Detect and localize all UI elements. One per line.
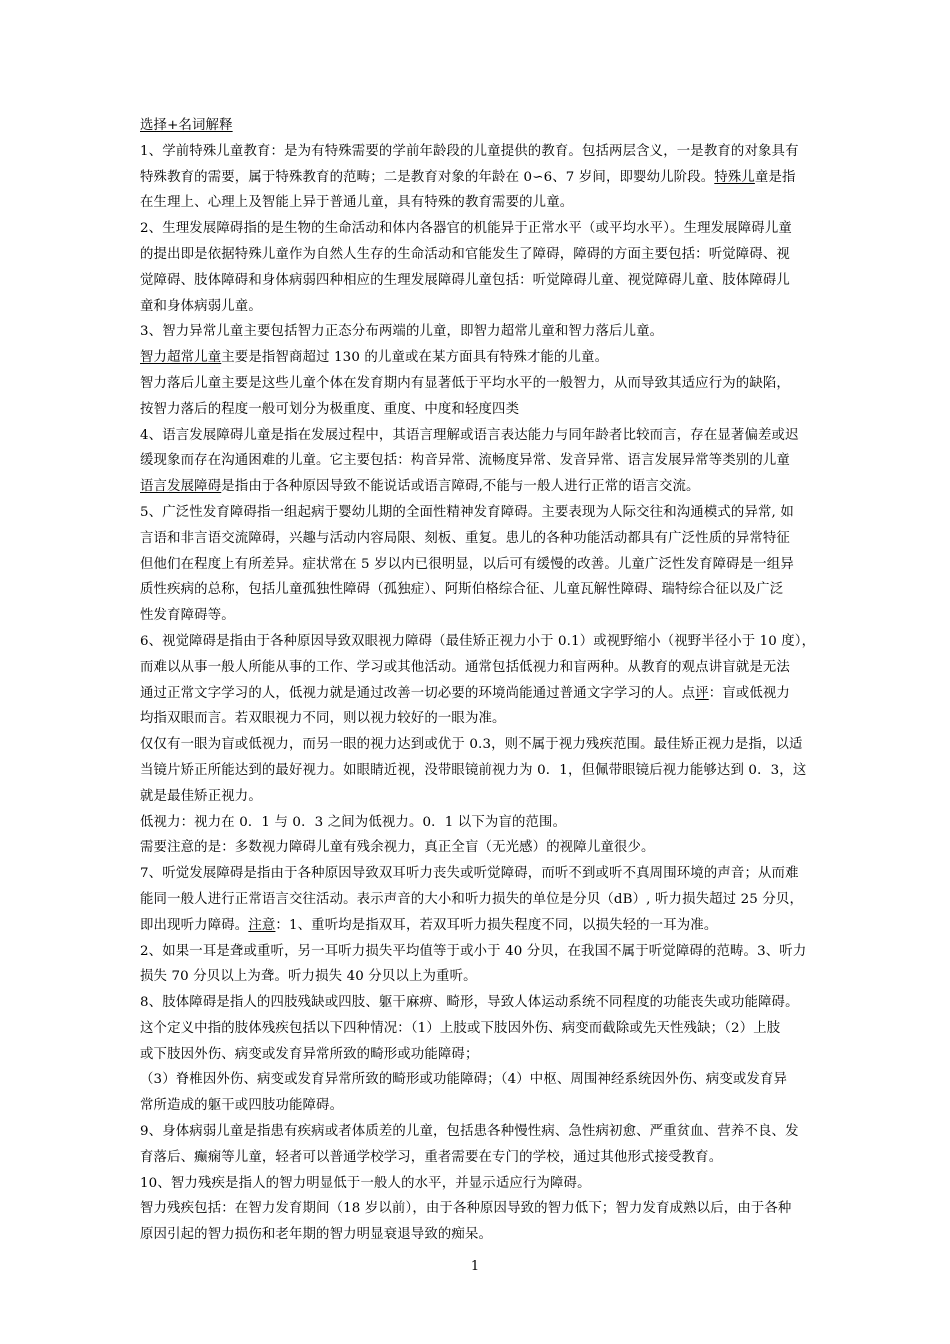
text-line <box>140 345 815 371</box>
text-segment: 通过正常文字学习的人，低视力就是通过改善一切必要的环境尚能通过普通文字学习的人。点 <box>140 685 696 701</box>
text-line <box>140 939 815 965</box>
text-line <box>140 681 815 707</box>
text-segment: 当镜片矫正所能达到的最好视力。如眼睛近视，没带眼镜前视力为 0．1，但佩带眼镜后视力能够达到 0．3，这 <box>140 762 807 778</box>
text-line <box>140 1222 815 1248</box>
text-line <box>140 577 815 603</box>
text-line <box>140 500 815 526</box>
text-line <box>140 319 815 345</box>
text-segment: 5、广泛性发育障碍指一组起病于婴幼儿期的全面性精神发育障碍。主要表现为人际交往和沟通模式的异常, 如 <box>140 504 794 520</box>
text-segment: 3、智力异常儿童主要包括智力正态分布两端的儿童，即智力超常儿童和智力落后儿童。 <box>140 324 664 340</box>
text-line <box>140 990 815 1016</box>
text-segment: 原因引起的智力损伤和老年期的智力明显衰退导致的痴呆。 <box>140 1227 493 1243</box>
text-segment: 4、语言发展障碍儿童是指在发展过程中，其语言理解或语言表达能力与同年龄者比较而言，存在显著偏差或迟 <box>140 427 799 443</box>
text-line <box>140 113 815 139</box>
text-line <box>140 964 815 990</box>
text-line <box>140 165 815 191</box>
text-line <box>140 423 815 449</box>
text-line <box>140 603 815 629</box>
page-number: 1 <box>470 1259 480 1274</box>
text-segment: 低视力：视力在 0．1 与 0．3 之间为低视力。0．1 以下为盲的范围。 <box>140 814 567 830</box>
text-segment: 质性疾病的总称，包括儿童孤独性障碍（孤独症）、阿斯伯格综合征、儿童瓦解性障碍、瑞特综合征以及广泛 <box>140 582 784 598</box>
text-segment: 这个定义中指的肢体残疾包括以下四种情况：（1）上肢或下肢因外伤、病变而截除或先天性残缺；（2）上肢 <box>140 1020 781 1036</box>
underlined-term: 智力超常儿童 <box>140 350 222 366</box>
text-line <box>140 190 815 216</box>
text-segment: 或下肢因外伤、病变或发育异常所致的畸形或功能障碍； <box>140 1046 479 1062</box>
text-line <box>140 887 815 913</box>
text-segment: 在生理上、心理上及智能上异于普通儿童，具有特殊的教育需要的儿童。 <box>140 195 574 211</box>
text-line <box>140 371 815 397</box>
text-segment: 仅仅有一眼为盲或低视力，而另一眼的视力达到或优于 0.3，则不属于视力残疾范围。最佳矫正视力是指，以适 <box>140 737 803 753</box>
text-segment: 2、生理发展障碍指的是生物的生命活动和体内各器官的机能异于正常水平（或平均水平）。生理发展障碍儿童 <box>140 221 792 237</box>
underlined-term: 选择+名词解释 <box>140 118 233 133</box>
text-line <box>140 1093 815 1119</box>
text-line <box>140 1119 815 1145</box>
text-line <box>140 758 815 784</box>
text-segment: 主要是指智商超过 130 的儿童或在某方面具有特殊才能的儿童。 <box>221 350 609 366</box>
text-line <box>140 1067 815 1093</box>
text-segment: 即出现听力障碍。 <box>140 917 249 933</box>
text-segment: 8、肢体障碍是指人的四肢残缺或四肢、躯干麻痹、畸形，导致人体运动系统不同程度的功能丧失或功能障碍。 <box>140 995 799 1011</box>
text-segment: 缓现象而存在沟通困难的儿童。它主要包括：构音异常、流畅度异常、发音异常、语言发展异常等类别的儿童 <box>140 453 790 469</box>
document-body <box>140 113 815 1248</box>
text-segment: 而难以从事一般人所能从事的工作、学习或其他活动。通常包括低视力和盲两种。从教育的观点讲盲就是无法 <box>140 659 790 675</box>
text-segment: 性发育障碍等。 <box>140 608 235 624</box>
text-line <box>140 474 815 500</box>
text-line <box>140 242 815 268</box>
underlined-term: 评 <box>695 685 709 701</box>
text-line <box>140 268 815 294</box>
text-line <box>140 913 815 939</box>
text-segment: 智力落后儿童主要是这些儿童个体在发育期内有显著低于平均水平的一般智力，从而导致其适应行为的缺陷， <box>140 375 790 391</box>
underlined-term: 特殊儿 <box>714 169 755 185</box>
text-line <box>140 139 815 165</box>
text-segment: 损失 70 分贝以上为聋。听力损失 40 分贝以上为重听。 <box>140 969 477 985</box>
text-segment: 但他们在程度上有所差异。症状常在 5 岁以内已很明显，以后可有缓慢的改善。儿童广泛性发育障碍是一组异 <box>140 556 794 572</box>
text-segment: 需要注意的是：多数视力障碍儿童有残余视力，真正全盲（无光感）的视障儿童很少。 <box>140 840 655 856</box>
text-segment: 1、学前特殊儿童教育：是为有特殊需要的学前年龄段的儿童提供的教育。包括两层含义，一是教育的对象具有 <box>140 143 799 159</box>
text-segment: 言语和非言语交流障碍，兴趣与活动内容局限、刻板、重复。患儿的各种功能活动都具有广泛性质的异常特征 <box>140 530 790 546</box>
text-line <box>140 216 815 242</box>
underlined-term: 注意 <box>248 917 276 933</box>
text-segment: 常所造成的躯干或四肢功能障碍。 <box>140 1098 344 1114</box>
text-segment: 就是最佳矫正视力。 <box>140 788 262 804</box>
text-line <box>140 1042 815 1068</box>
underlined-term: 语言发展障碍 <box>140 479 222 495</box>
text-line <box>140 835 815 861</box>
text-line <box>140 294 815 320</box>
text-line <box>140 655 815 681</box>
text-line <box>140 1171 815 1197</box>
text-line <box>140 1016 815 1042</box>
text-segment: ：盲或低视力 <box>708 685 790 701</box>
text-line <box>140 448 815 474</box>
text-segment: 特殊教育的需要，属于特殊教育的范畴；二是教育对象的年龄在 0∽6、7 岁间，即婴幼儿阶段。 <box>140 169 715 185</box>
text-segment: 育落后、癫痫等儿童，轻者可以普通学校学习，重者需要在专门的学校，通过其他形式接受教育。 <box>140 1149 723 1165</box>
text-segment: 觉障碍、肢体障碍和身体病弱四种相应的生理发展障碍儿童包括：听觉障碍儿童、视觉障碍儿童、肢体障碍儿 <box>140 272 790 288</box>
text-line <box>140 552 815 578</box>
text-segment: 按智力落后的程度一般可划分为极重度、重度、中度和轻度四类 <box>140 401 520 417</box>
text-segment: 是指由于各种原因导致不能说话或语言障碍,不能与一般人进行正常的语言交流。 <box>221 479 700 495</box>
text-line <box>140 706 815 732</box>
text-segment: （3）脊椎因外伤、病变或发育异常所致的畸形或功能障碍；（4）中枢、周围神经系统因外伤、病变或发育异 <box>140 1072 788 1088</box>
text-line <box>140 526 815 552</box>
text-line <box>140 1196 815 1222</box>
text-segment: 均指双眼而言。若双眼视力不同，则以视力较好的一眼为准。 <box>140 711 506 727</box>
text-segment: 9、身体病弱儿童是指患有疾病或者体质差的儿童，包括患各种慢性病、急性病初愈、严重贫血、营养不良、发 <box>140 1124 799 1140</box>
text-segment: 10、智力残疾是指人的智力明显低于一般人的水平，并显示适应行为障碍。 <box>140 1175 591 1191</box>
text-line <box>140 1145 815 1171</box>
text-segment: 能同一般人进行正常语言交往活动。表示声音的大小和听力损失的单位是分贝（dB）, 听力损失超过 25 分贝， <box>140 891 804 907</box>
text-line <box>140 732 815 758</box>
text-segment: 智力残疾包括：在智力发育期间（18 岁以前），由于各种原因导致的智力低下；智力发育成熟以后，由于各种 <box>140 1201 792 1217</box>
text-segment: 6、视觉障碍是指由于各种原因导致双眼视力障碍（最佳矫正视力小于 0.1）或视野缩小（视野半径小于 10 度）， <box>140 633 816 649</box>
text-line <box>140 784 815 810</box>
text-line <box>140 810 815 836</box>
text-line <box>140 861 815 887</box>
text-segment: 2、如果一耳是聋或重听，另一耳听力损失平均值等于或小于 40 分贝，在我国不属于听觉障碍的范畴。3、听力 <box>140 943 807 959</box>
text-line <box>140 629 816 655</box>
text-segment: ：1、重听均是指双耳，若双耳听力损失程度不同，以损失轻的一耳为准。 <box>275 917 718 933</box>
text-segment: 童是指 <box>754 169 796 185</box>
text-line <box>140 397 815 423</box>
text-segment: 7、听觉发展障碍是指由于各种原因导致双耳听力丧失或听觉障碍，而听不到或听不真周围环境的声音；从而难 <box>140 866 799 882</box>
text-segment: 的提出即是依据特殊儿童作为自然人生存的生命活动和官能发生了障碍，障碍的方面主要包括：听觉障碍、视 <box>140 246 790 262</box>
text-segment: 童和身体病弱儿童。 <box>140 298 262 314</box>
